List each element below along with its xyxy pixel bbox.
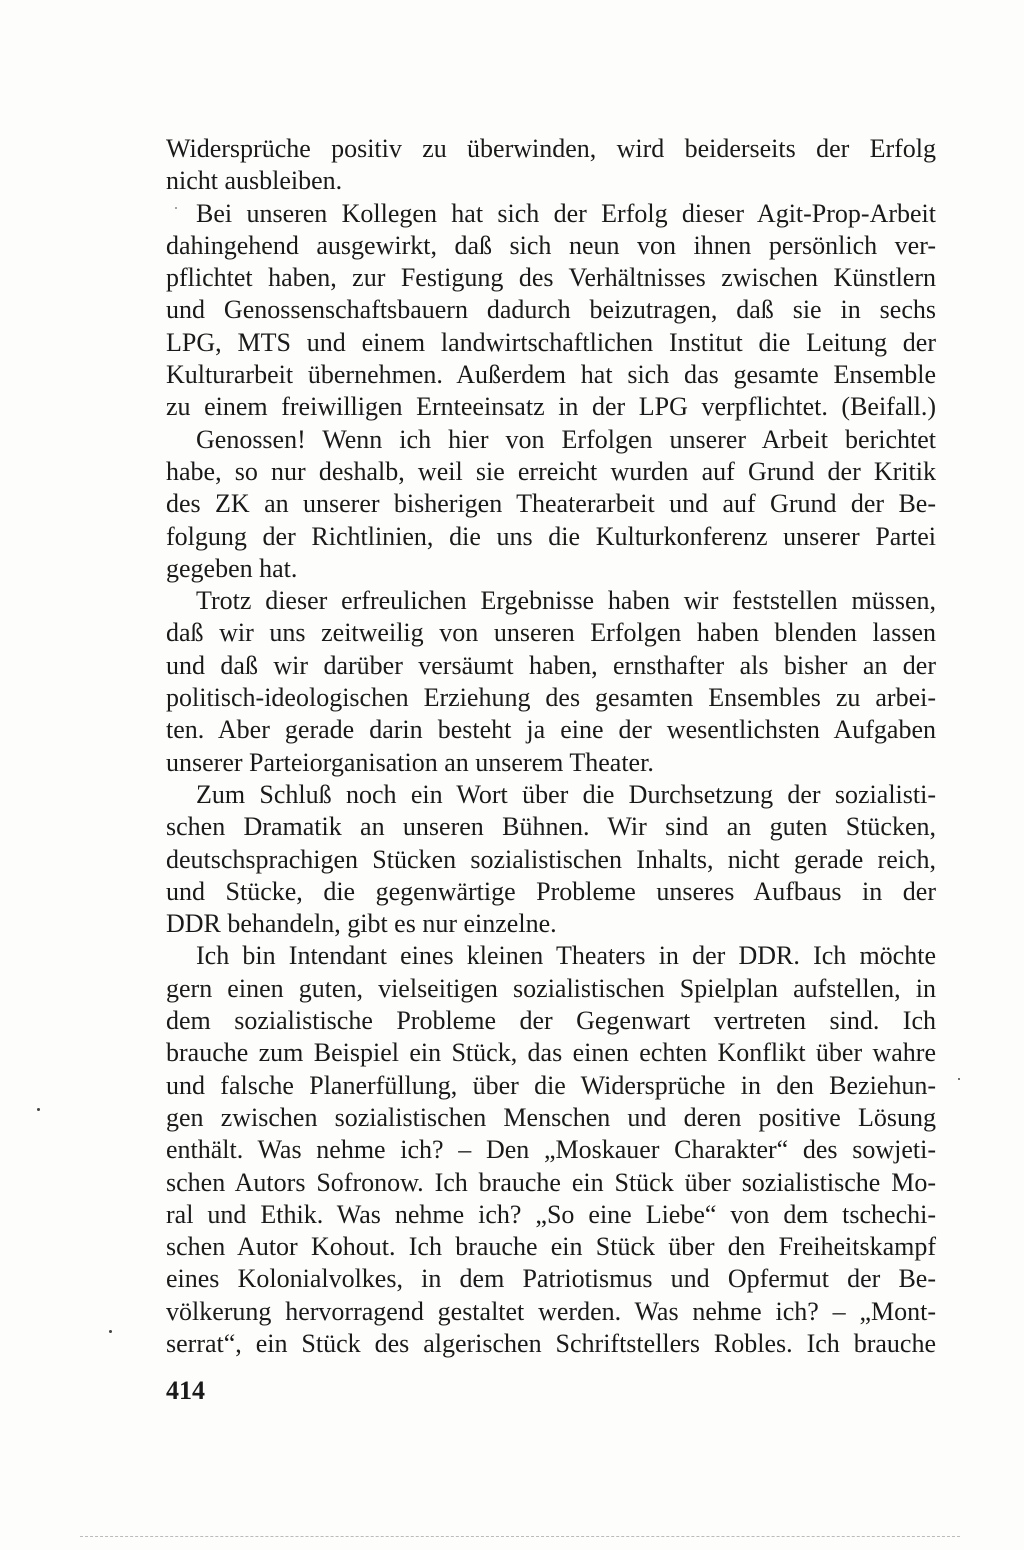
- text-line: und falsche Planerfüllung, über die Widersprüche in den Beziehun-: [166, 1070, 936, 1100]
- text-line: und daß wir darüber versäumt haben, ernsthafter als bisher an der: [166, 650, 936, 680]
- text-line: folgung der Richtlinien, die uns die Kulturkonferenz unserer Partei: [166, 521, 936, 551]
- text-line: dahingehend ausgewirkt, daß sich neun von ihnen persönlich ver-: [166, 230, 936, 260]
- text-line: serrat“, ein Stück des algerischen Schriftstellers Robles. Ich brauche: [166, 1328, 936, 1358]
- text-line: nicht ausbleiben.: [166, 166, 343, 196]
- text-line: DDR behandeln, gibt es nur einzelne.: [166, 909, 557, 939]
- text-line: und Genossenschaftsbauern dadurch beizutragen, daß sie in sechs: [166, 295, 936, 325]
- scan-speck: [109, 1330, 112, 1333]
- text-line: dem sozialistische Probleme der Gegenwart vertreten sind. Ich: [166, 1006, 936, 1036]
- text-line: Zum Schluß noch ein Wort über die Durchsetzung der sozialisti-: [196, 779, 936, 809]
- scan-speck: [958, 1078, 960, 1080]
- text-line: enthält. Was nehme ich? – Den „Moskauer Charakter“ des sowjeti-: [166, 1135, 936, 1165]
- text-line: gegeben hat.: [166, 553, 298, 583]
- text-line: LPG, MTS und einem landwirtschaftlichen Institut die Leitung der: [166, 327, 936, 357]
- text-line: Kulturarbeit übernehmen. Außerdem hat sich das gesamte Ensemble: [166, 360, 936, 390]
- text-line: Bei unseren Kollegen hat sich der Erfolg dieser Agit-Prop-Arbeit: [196, 198, 936, 228]
- text-line: Genossen! Wenn ich hier von Erfolgen unserer Arbeit berichtet: [196, 424, 936, 454]
- page-number: 414: [166, 1376, 205, 1405]
- text-line: schen Autor Kohout. Ich brauche ein Stück über den Freiheitskampf: [166, 1232, 936, 1262]
- text-line: pflichtet haben, zur Festigung des Verhältnisses zwischen Künstlern: [166, 263, 936, 293]
- text-line: brauche zum Beispiel ein Stück, das einen echten Konflikt über wahre: [166, 1038, 936, 1068]
- text-line: ral und Ethik. Was nehme ich? „So eine Liebe“ von dem tschechi-: [166, 1199, 936, 1229]
- text-line: unserer Parteiorganisation an unserem Theater.: [166, 747, 654, 777]
- text-line: habe, so nur deshalb, weil sie erreicht wurden auf Grund der Kritik: [166, 456, 936, 486]
- scan-edge: [80, 1536, 960, 1538]
- body-text: [166, 133, 936, 1360]
- text-line: eines Kolonialvolkes, in dem Patriotismus und Opfermut der Be-: [166, 1264, 936, 1294]
- text-line: schen Autors Sofronow. Ich brauche ein Stück über sozialistische Mo-: [166, 1167, 936, 1197]
- text-line: politisch-ideologischen Erziehung des gesamten Ensembles zu arbei-: [166, 683, 936, 713]
- text-line: zu einem freiwilligen Ernteeinsatz in der LPG verpflichtet. (Beifall.): [166, 392, 936, 422]
- text-line: und Stücke, die gegenwärtige Probleme unseres Aufbaus in der: [166, 876, 936, 906]
- text-line: deutschsprachigen Stücken sozialistischen Inhalts, nicht gerade reich,: [166, 844, 936, 874]
- text-line: des ZK an unserer bisherigen Theaterarbeit und auf Grund der Be-: [166, 489, 936, 519]
- text-line: schen Dramatik an unseren Bühnen. Wir sind an guten Stücken,: [166, 812, 936, 842]
- text-line: ten. Aber gerade darin besteht ja eine der wesentlichsten Aufgaben: [166, 715, 936, 745]
- text-line: Ich bin Intendant eines kleinen Theaters in der DDR. Ich möchte: [196, 941, 936, 971]
- text-line: Trotz dieser erfreulichen Ergebnisse haben wir feststellen müssen,: [196, 586, 936, 616]
- scan-speck: [37, 1108, 40, 1111]
- text-line: Widersprüche positiv zu überwinden, wird beiderseits der Erfolg: [166, 134, 936, 163]
- text-line: gern einen guten, vielseitigen sozialistischen Spielplan aufstellen, in: [166, 973, 936, 1003]
- scan-speck: [175, 207, 177, 209]
- text-line: daß wir uns zeitweilig von unseren Erfolgen haben blenden lassen: [166, 618, 936, 648]
- text-line: gen zwischen sozialistischen Menschen und deren positive Lösung: [166, 1102, 936, 1132]
- text-line: völkerung hervorragend gestaltet werden. Was nehme ich? – „Mont-: [166, 1296, 936, 1326]
